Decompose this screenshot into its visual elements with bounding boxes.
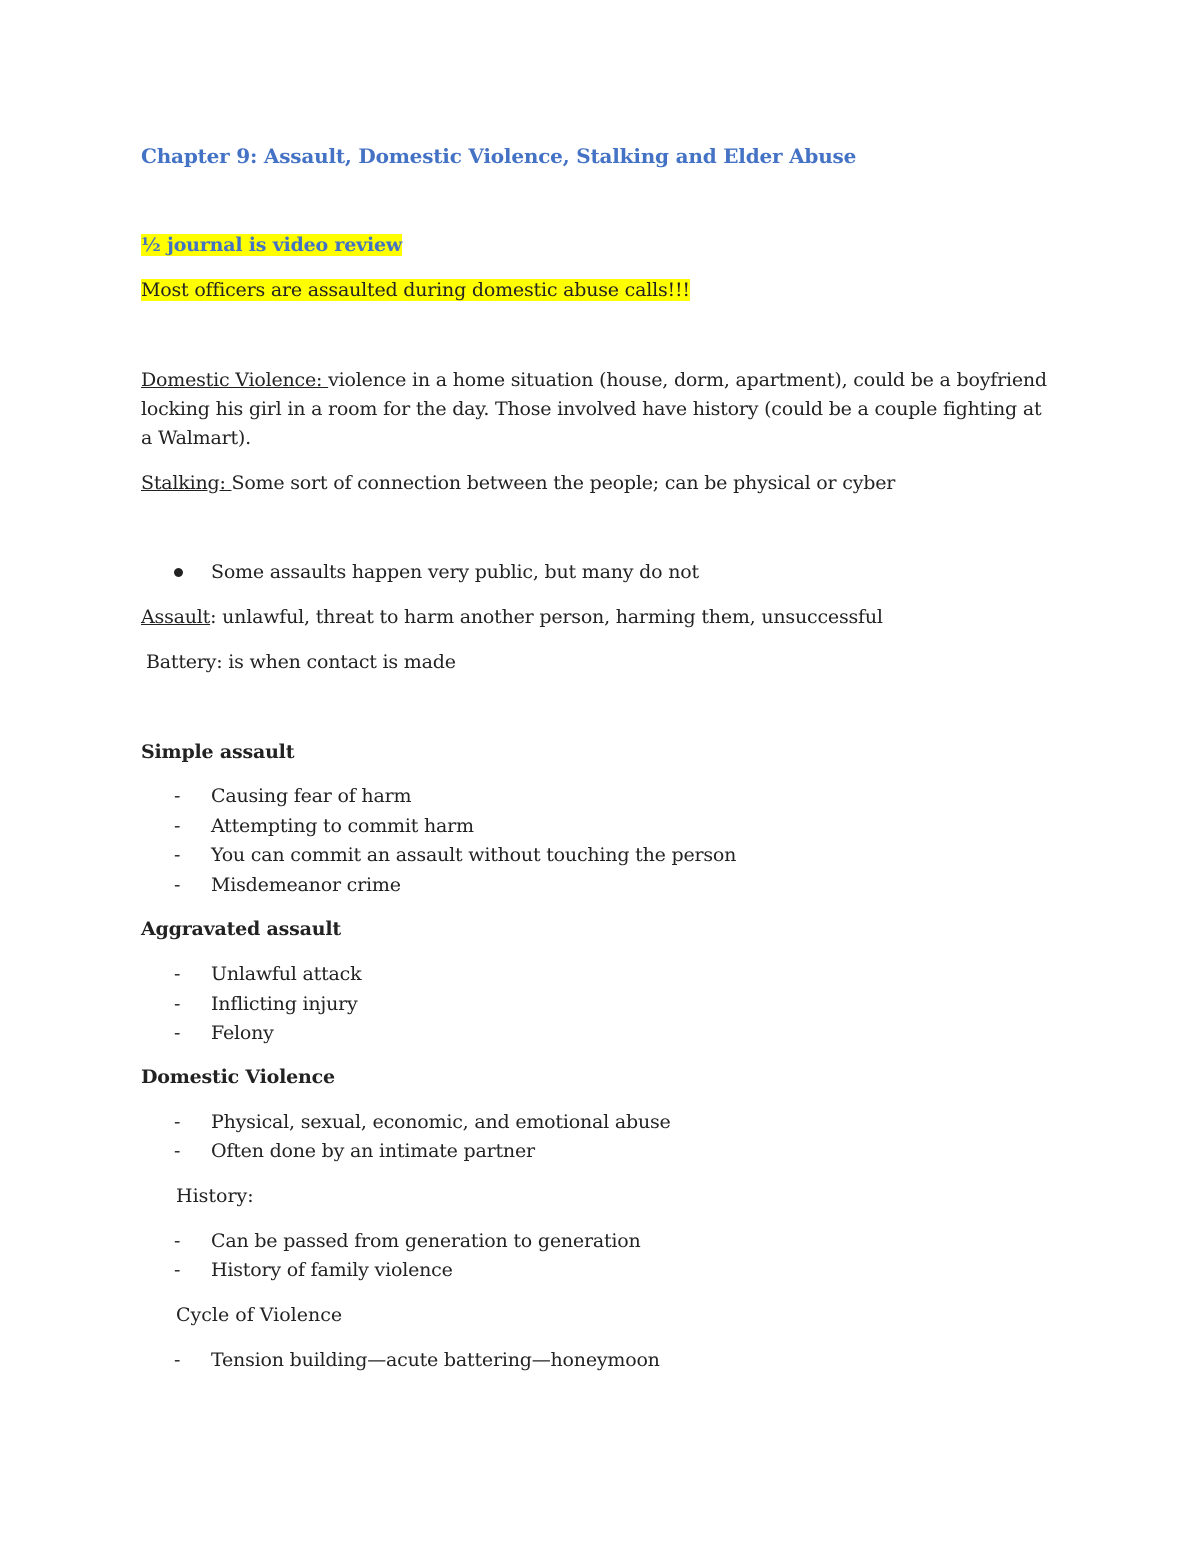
dash-icon: - <box>174 874 181 896</box>
list-item: Physical, sexual, economic, and emotional abuse <box>211 1111 671 1133</box>
definition-text: Some sort of connection between the people; can be physical or cyber <box>231 472 896 494</box>
dash-icon: - <box>174 844 181 866</box>
definition-battery: Battery: is when contact is made <box>146 651 456 673</box>
list-item: Inflicting injury <box>211 993 358 1015</box>
definition-domestic-violence <box>141 366 1056 453</box>
section-heading-simple-assault: Simple assault <box>141 741 295 763</box>
bullet-dot-icon <box>174 568 183 577</box>
subheading-history: History: <box>176 1185 254 1207</box>
dash-icon: - <box>174 1140 181 1162</box>
dash-icon: - <box>174 785 181 807</box>
definition-term: Stalking: <box>141 472 232 494</box>
list-item: You can commit an assault without touching the person <box>211 844 737 866</box>
list-item: Tension building—acute battering—honeymoon <box>211 1349 660 1371</box>
list-item: Misdemeanor crime <box>211 874 401 896</box>
section-heading-domestic-violence: Domestic Violence <box>141 1066 335 1088</box>
highlight-officers <box>141 276 690 305</box>
section-heading-aggravated-assault: Aggravated assault <box>141 918 341 940</box>
dash-icon: - <box>174 815 181 837</box>
dash-icon: - <box>174 993 181 1015</box>
definition-stalking <box>141 469 895 498</box>
highlight-journal-text: ½ journal is video review <box>141 234 403 256</box>
list-item: Felony <box>211 1022 274 1044</box>
dash-icon: - <box>174 1111 181 1133</box>
definition-assault <box>141 603 883 632</box>
highlight-officers-text: Most officers are assaulted during domestic abuse calls!!! <box>141 279 690 301</box>
definition-term: Assault <box>141 606 211 628</box>
definition-text: violence in a home situation (house, dorm, apartment), could be a boyfriend locking his girl in a room for the day. Those involved have history (could be a couple fighting at a Walmart). <box>141 369 1047 449</box>
list-item: Unlawful attack <box>211 963 362 985</box>
list-item: History of family violence <box>211 1259 453 1281</box>
bullet-item: Some assaults happen very public, but many do not <box>211 561 699 583</box>
dash-icon: - <box>174 1349 181 1371</box>
definition-term: Domestic Violence: <box>141 369 329 391</box>
dash-icon: - <box>174 963 181 985</box>
list-item: Often done by an intimate partner <box>211 1140 535 1162</box>
definition-text: : unlawful, threat to harm another person, harming them, unsuccessful <box>210 606 883 628</box>
page-title: Chapter 9: Assault, Domestic Violence, Stalking and Elder Abuse <box>141 144 857 168</box>
highlight-journal <box>141 231 402 260</box>
subheading-cycle-of-violence: Cycle of Violence <box>176 1304 343 1326</box>
list-item: Can be passed from generation to generation <box>211 1230 641 1252</box>
dash-icon: - <box>174 1259 181 1281</box>
dash-icon: - <box>174 1022 181 1044</box>
list-item: Causing fear of harm <box>211 785 412 807</box>
list-item: Attempting to commit harm <box>211 815 474 837</box>
dash-icon: - <box>174 1230 181 1252</box>
